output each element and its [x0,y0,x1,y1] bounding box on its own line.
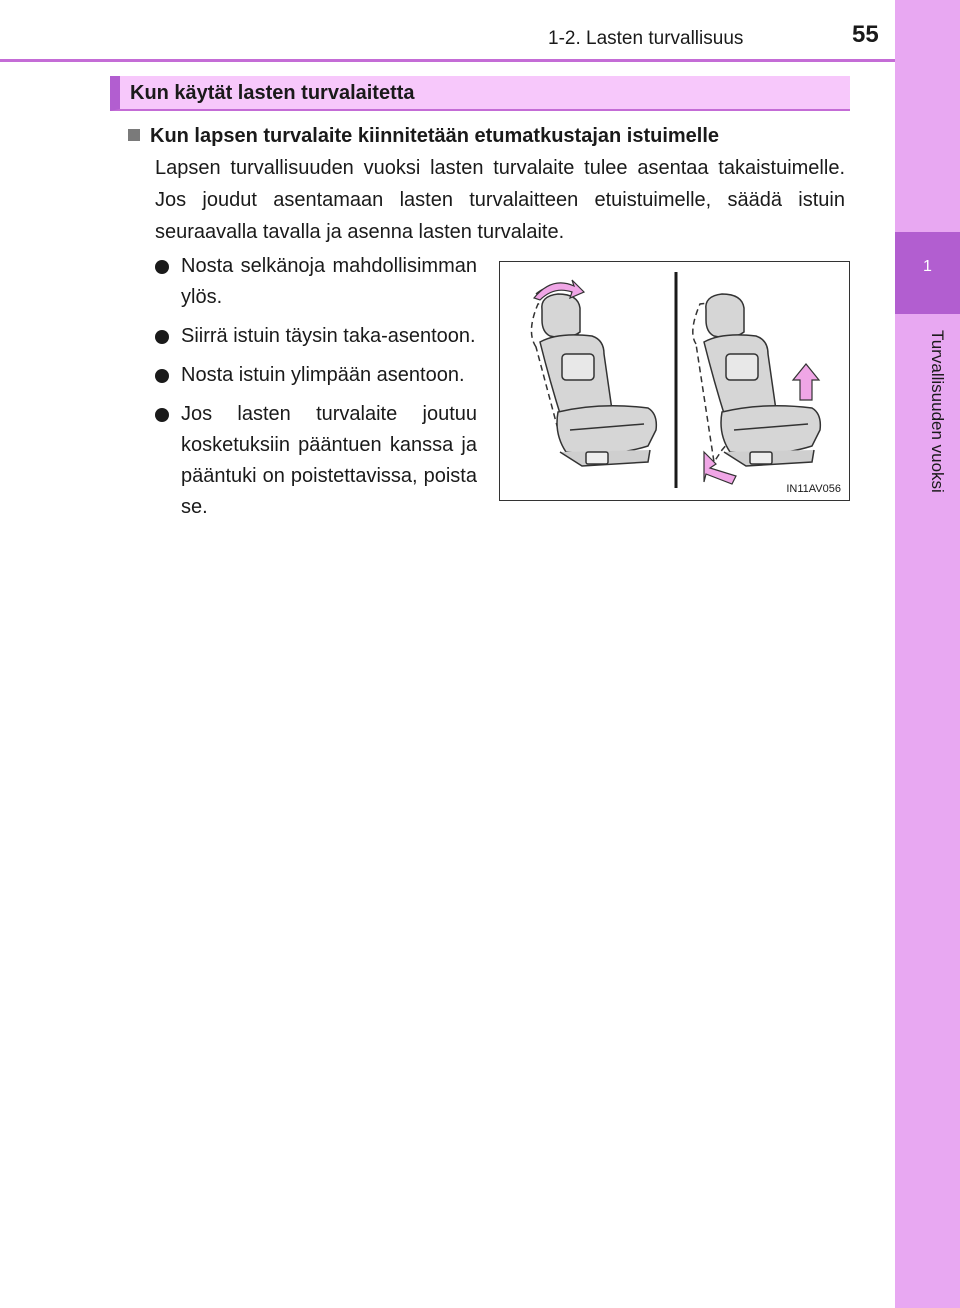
bullet-icon [155,408,169,422]
list-item [155,321,477,352]
list-item [155,360,477,391]
seat-adjustment-illustration [499,261,850,501]
bullet-icon [155,369,169,383]
section-header [110,76,850,111]
chapter-side-tab [895,0,960,1308]
subheading-text: Kun lapsen turvalaite kiinnitetään etumatkustajan istuimelle [150,125,720,147]
chapter-label: Turvallisuuden vuoksi [928,330,947,493]
intro-paragraph: Lapsen turvallisuuden vuoksi lasten turvalaite tulee asentaa takaistuimelle. Jos joudut asentamaan lasten turvalaitteen etuistuimelle, säädä istuin seuraavalla tavalla ja asenna lasten turvalaite. [155,157,845,243]
list-item-text: Jos lasten turvalaite joutuu kosketuksiin pääntuen kanssa ja pääntuki on poistettavissa, poista se. [181,403,477,518]
left-seat-drawing [531,294,656,466]
list-item-text: Nosta istuin ylimpään asentoon. [181,364,465,386]
list-item [155,251,477,313]
page-number: 55 [852,21,879,48]
bullet-icon [155,330,169,344]
running-header: 1-2. Lasten turvallisuus [548,28,744,49]
list-item-text: Nosta selkänoja mahdollisimman ylös. [181,255,477,308]
raise-arrow-icon [793,364,819,400]
list-item-text: Siirrä istuin täysin taka-asentoon. [181,325,476,347]
chapter-number: 1 [923,258,932,275]
bullet-icon [155,260,169,274]
square-bullet-icon [128,129,140,141]
section-title: Kun käytät lasten turvalaitetta [130,82,415,104]
instruction-list [155,251,477,531]
figure-code: IN11AV056 [786,483,841,495]
subheading [128,125,719,148]
list-item [155,399,477,523]
seat-illustration-svg [500,262,849,500]
header-divider [0,59,895,62]
